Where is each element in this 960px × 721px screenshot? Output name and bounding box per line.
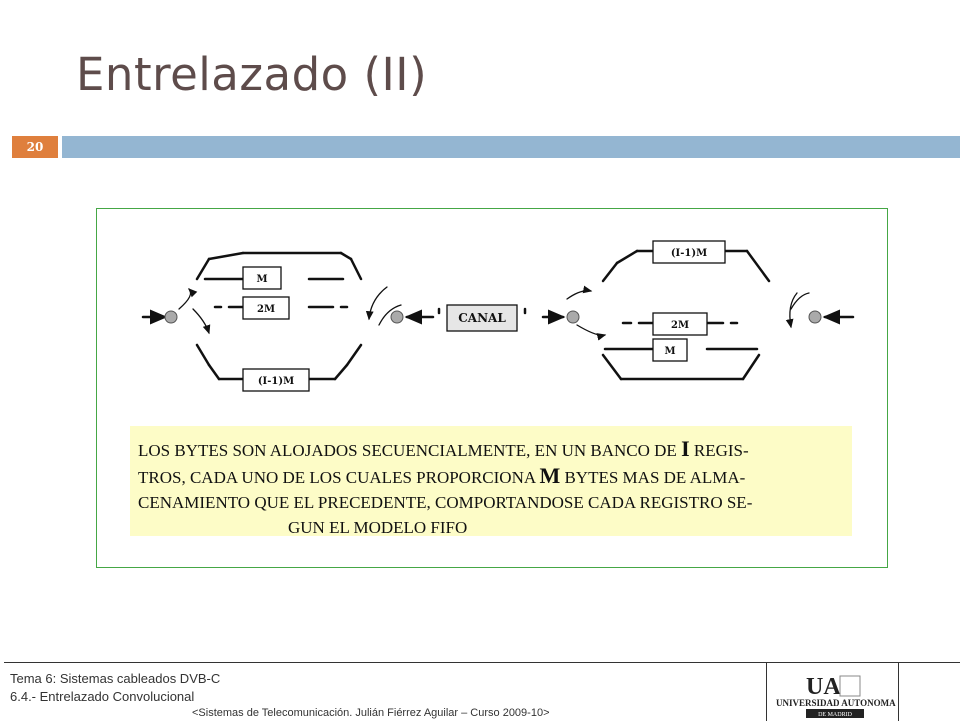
note-line-2: TROS, CADA UNO DE LOS CUALES PROPORCIONA M BYTES MAS DE ALMA- bbox=[138, 463, 746, 488]
right-label-1: (I-1)M bbox=[670, 248, 708, 259]
svg-text:DE MADRID: DE MADRID bbox=[818, 712, 852, 718]
footer-topic: Tema 6: Sistemas cableados DVB-C bbox=[10, 671, 221, 686]
svg-text:UNIVERSIDAD AUTONOMA: UNIVERSIDAD AUTONOMA bbox=[776, 698, 896, 708]
left-output-node bbox=[391, 311, 403, 323]
footer-section: 6.4.- Entrelazado Convolucional bbox=[10, 689, 195, 704]
svg-text:UA: UA bbox=[806, 674, 841, 700]
note-line-3: CENAMIENTO QUE EL PRECEDENTE, COMPORTANDOSE CADA REGISTRO SE- bbox=[138, 493, 753, 512]
slide-number: 20 bbox=[12, 136, 58, 158]
left-commutator-node bbox=[165, 311, 177, 323]
left-label-2: 2M bbox=[256, 304, 276, 315]
footer-credit: <Sistemas de Telecomunicación. Julián Fiérrez Aguilar – Curso 2009-10> bbox=[192, 707, 550, 719]
right-label-2: 2M bbox=[670, 320, 690, 331]
header-bar bbox=[62, 136, 960, 158]
explanation-note bbox=[130, 426, 852, 536]
note-line-4: GUN EL MODELO FIFO bbox=[288, 518, 468, 537]
channel-label: CANAL bbox=[458, 311, 506, 325]
university-logo bbox=[772, 670, 898, 718]
footer-divider-right bbox=[898, 663, 899, 721]
left-label-1: M bbox=[256, 274, 268, 285]
right-label-3: M bbox=[664, 346, 676, 357]
right-output-node bbox=[809, 311, 821, 323]
slide-title: Entrelazado (II) bbox=[76, 48, 428, 101]
left-label-3: (I-1)M bbox=[257, 376, 295, 387]
footer-divider-left bbox=[766, 663, 767, 721]
right-input-node bbox=[567, 311, 579, 323]
note-line-1: LOS BYTES SON ALOJADOS SECUENCIALMENTE, EN UN BANCO DE I REGIS- bbox=[138, 436, 749, 461]
